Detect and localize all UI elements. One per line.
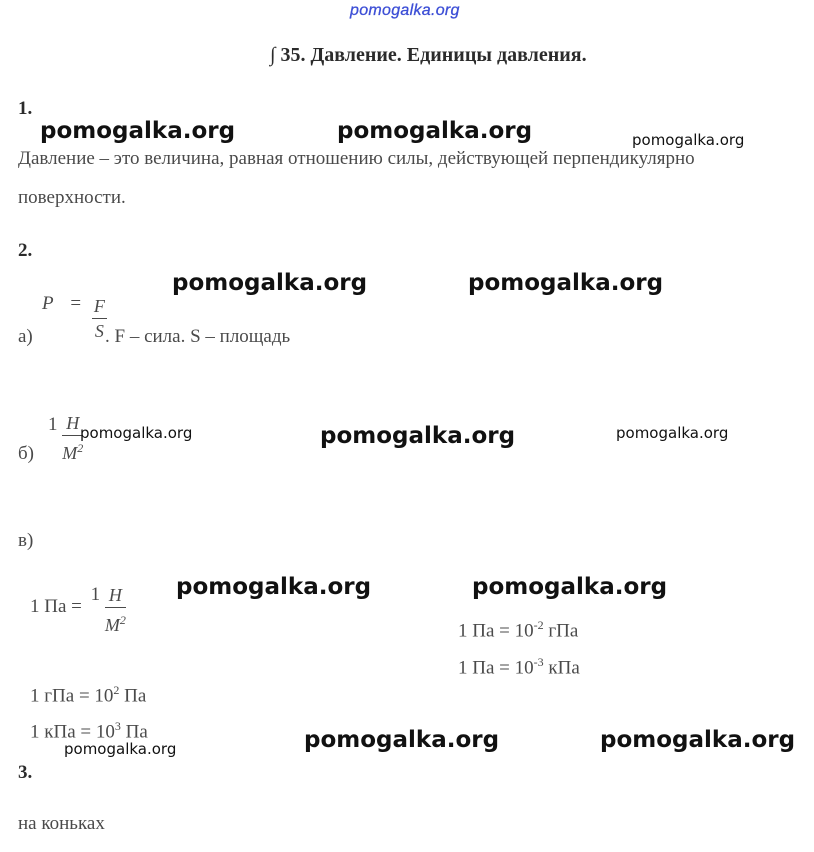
- watermark: pomogalka.org: [172, 270, 368, 296]
- question-1-number: 1.: [18, 98, 33, 119]
- unit-denominator: $М^2$: [62, 441, 84, 463]
- pressure-formula: [42, 294, 107, 343]
- hectopascal-relation: 1 гПа = $10^2$ Па: [30, 683, 147, 707]
- unit-numerator: Н: [62, 411, 83, 436]
- kilopascal-relation: 1 кПа = $10^3$ Па: [30, 719, 148, 743]
- question-2a-label: а): [18, 326, 33, 347]
- pascal-numerator: Н: [105, 583, 126, 608]
- question-2c-label: в): [18, 530, 34, 551]
- question-2-number: 2.: [18, 240, 33, 261]
- formula-equals: =: [70, 292, 82, 314]
- pascal-denominator: $М^2$: [104, 613, 126, 635]
- watermark: pomogalka.org: [64, 740, 177, 758]
- question-1-answer-line1: Давление – это величина, равная отношению силы, действующей перпендикулярно: [18, 148, 695, 169]
- watermark: pomogalka.org: [320, 423, 516, 449]
- pascal-to-hectopascal: 1 Па = $10^{-2}$ гПа: [458, 618, 579, 642]
- watermark: pomogalka.org: [600, 727, 796, 753]
- watermark: pomogalka.org: [80, 424, 193, 442]
- pascal-fraction: [105, 583, 126, 637]
- watermark: pomogalka.org: [337, 118, 533, 144]
- formula-numerator: F: [92, 294, 107, 319]
- watermark: pomogalka.org: [472, 574, 668, 600]
- pascal-to-kilopascal: 1 Па = $10^{-3}$ кПа: [458, 655, 580, 679]
- watermark: pomogalka.org: [304, 727, 500, 753]
- formula-lhs: P: [42, 292, 54, 314]
- formula-denominator: S: [94, 321, 104, 341]
- pascal-definition: [30, 583, 126, 637]
- page-title: ∫ 35. Давление. Единицы давления.: [270, 44, 587, 66]
- formula-description: . F – сила. S – площадь: [105, 326, 291, 347]
- watermark: pomogalka.org: [468, 270, 664, 296]
- watermark: pomogalka.org: [632, 131, 745, 149]
- watermark: pomogalka.org: [40, 118, 236, 144]
- site-header-link[interactable]: pomogalka.org: [350, 2, 460, 19]
- question-1-answer-line2: поверхности.: [18, 187, 126, 208]
- pascal-lhs: 1 Па =: [30, 596, 87, 618]
- pascal-coefficient: 1: [90, 584, 101, 606]
- question-3-answer: на коньках: [18, 813, 105, 834]
- watermark: pomogalka.org: [176, 574, 372, 600]
- question-3-number: 3.: [18, 762, 33, 783]
- unit-coefficient: 1: [48, 414, 58, 436]
- question-2b-label: б): [18, 443, 34, 464]
- unit-formula: [48, 411, 83, 465]
- watermark: pomogalka.org: [616, 424, 729, 442]
